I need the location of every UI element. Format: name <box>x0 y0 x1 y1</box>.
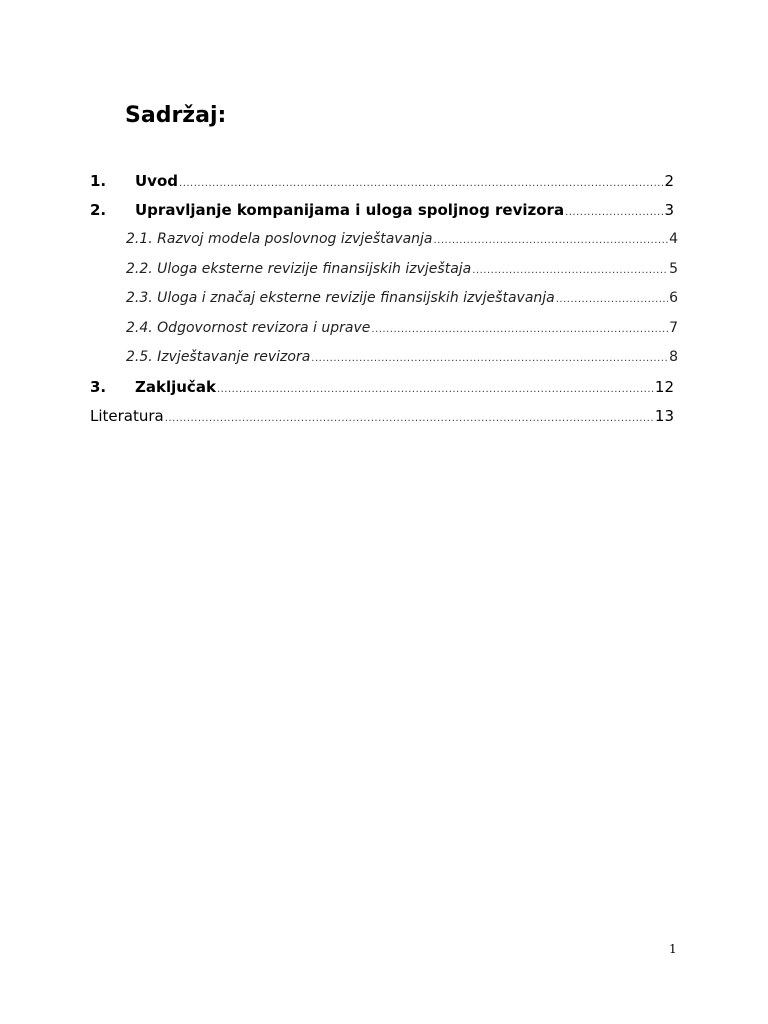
toc-entry-text: 2.1. Razvoj modela poslovnog izvještavanja <box>126 231 433 247</box>
toc-entry-text: 2.2. Uloga eksterne revizije finansijskih izvještaja <box>126 261 472 277</box>
toc-entry-page: 12 <box>654 378 674 396</box>
toc-entry-text: Zaključak <box>135 378 216 396</box>
toc-entry-number: 3. <box>90 378 107 396</box>
toc-entry-text: 2.3. Uloga i značaj eksterne revizije finansijskih izvještavanja <box>126 290 555 306</box>
toc-dot-leader <box>371 320 668 340</box>
toc-dot-leader <box>179 174 663 194</box>
toc-entry-2-5[interactable] <box>126 347 678 369</box>
toc-entry-page: 4 <box>669 231 678 247</box>
toc-entry-text: Upravljanje kompanijama i uloga spoljnog revizora <box>135 201 565 219</box>
toc-entry-text: 2.5. Izvještavanje revizora <box>126 349 311 365</box>
toc-entry-page: 13 <box>654 407 674 425</box>
toc-entry-page: 8 <box>669 349 678 365</box>
toc-entry-number: 1. <box>90 172 107 190</box>
toc-dot-leader <box>434 231 669 251</box>
toc-dot-leader <box>565 203 663 223</box>
toc-entry-page: 5 <box>669 261 678 277</box>
toc-dot-leader <box>311 349 668 369</box>
toc-entry-literatura[interactable] <box>90 406 674 429</box>
page-number: 1 <box>669 942 677 956</box>
toc-entry-2-2[interactable] <box>126 259 678 281</box>
toc-dot-leader <box>217 380 654 400</box>
toc-entry-2-1[interactable] <box>126 229 678 251</box>
toc-entry-page: 2 <box>664 172 674 190</box>
toc-entry-text: Uvod <box>135 172 179 190</box>
page-title: Sadržaj: <box>125 103 227 128</box>
toc-entry-2-3[interactable] <box>126 288 678 310</box>
toc-dot-leader <box>165 409 654 429</box>
toc-entry-zakljucak[interactable] <box>90 377 674 400</box>
toc-entry-page: 3 <box>664 201 674 219</box>
toc-entry-number: 2. <box>90 201 107 219</box>
toc-entry-page: 7 <box>669 320 678 336</box>
toc-entry-text: 2.4. Odgovornost revizora i uprave <box>126 320 371 336</box>
toc-dot-leader <box>556 290 668 310</box>
toc-entry-2-4[interactable] <box>126 318 678 340</box>
toc-entry-upravljanje[interactable] <box>90 200 674 223</box>
toc-entry-page: 6 <box>669 290 678 306</box>
toc-dot-leader <box>472 261 668 281</box>
toc-entry-text: Literatura <box>90 407 164 425</box>
toc-entry-uvod[interactable] <box>90 171 674 194</box>
